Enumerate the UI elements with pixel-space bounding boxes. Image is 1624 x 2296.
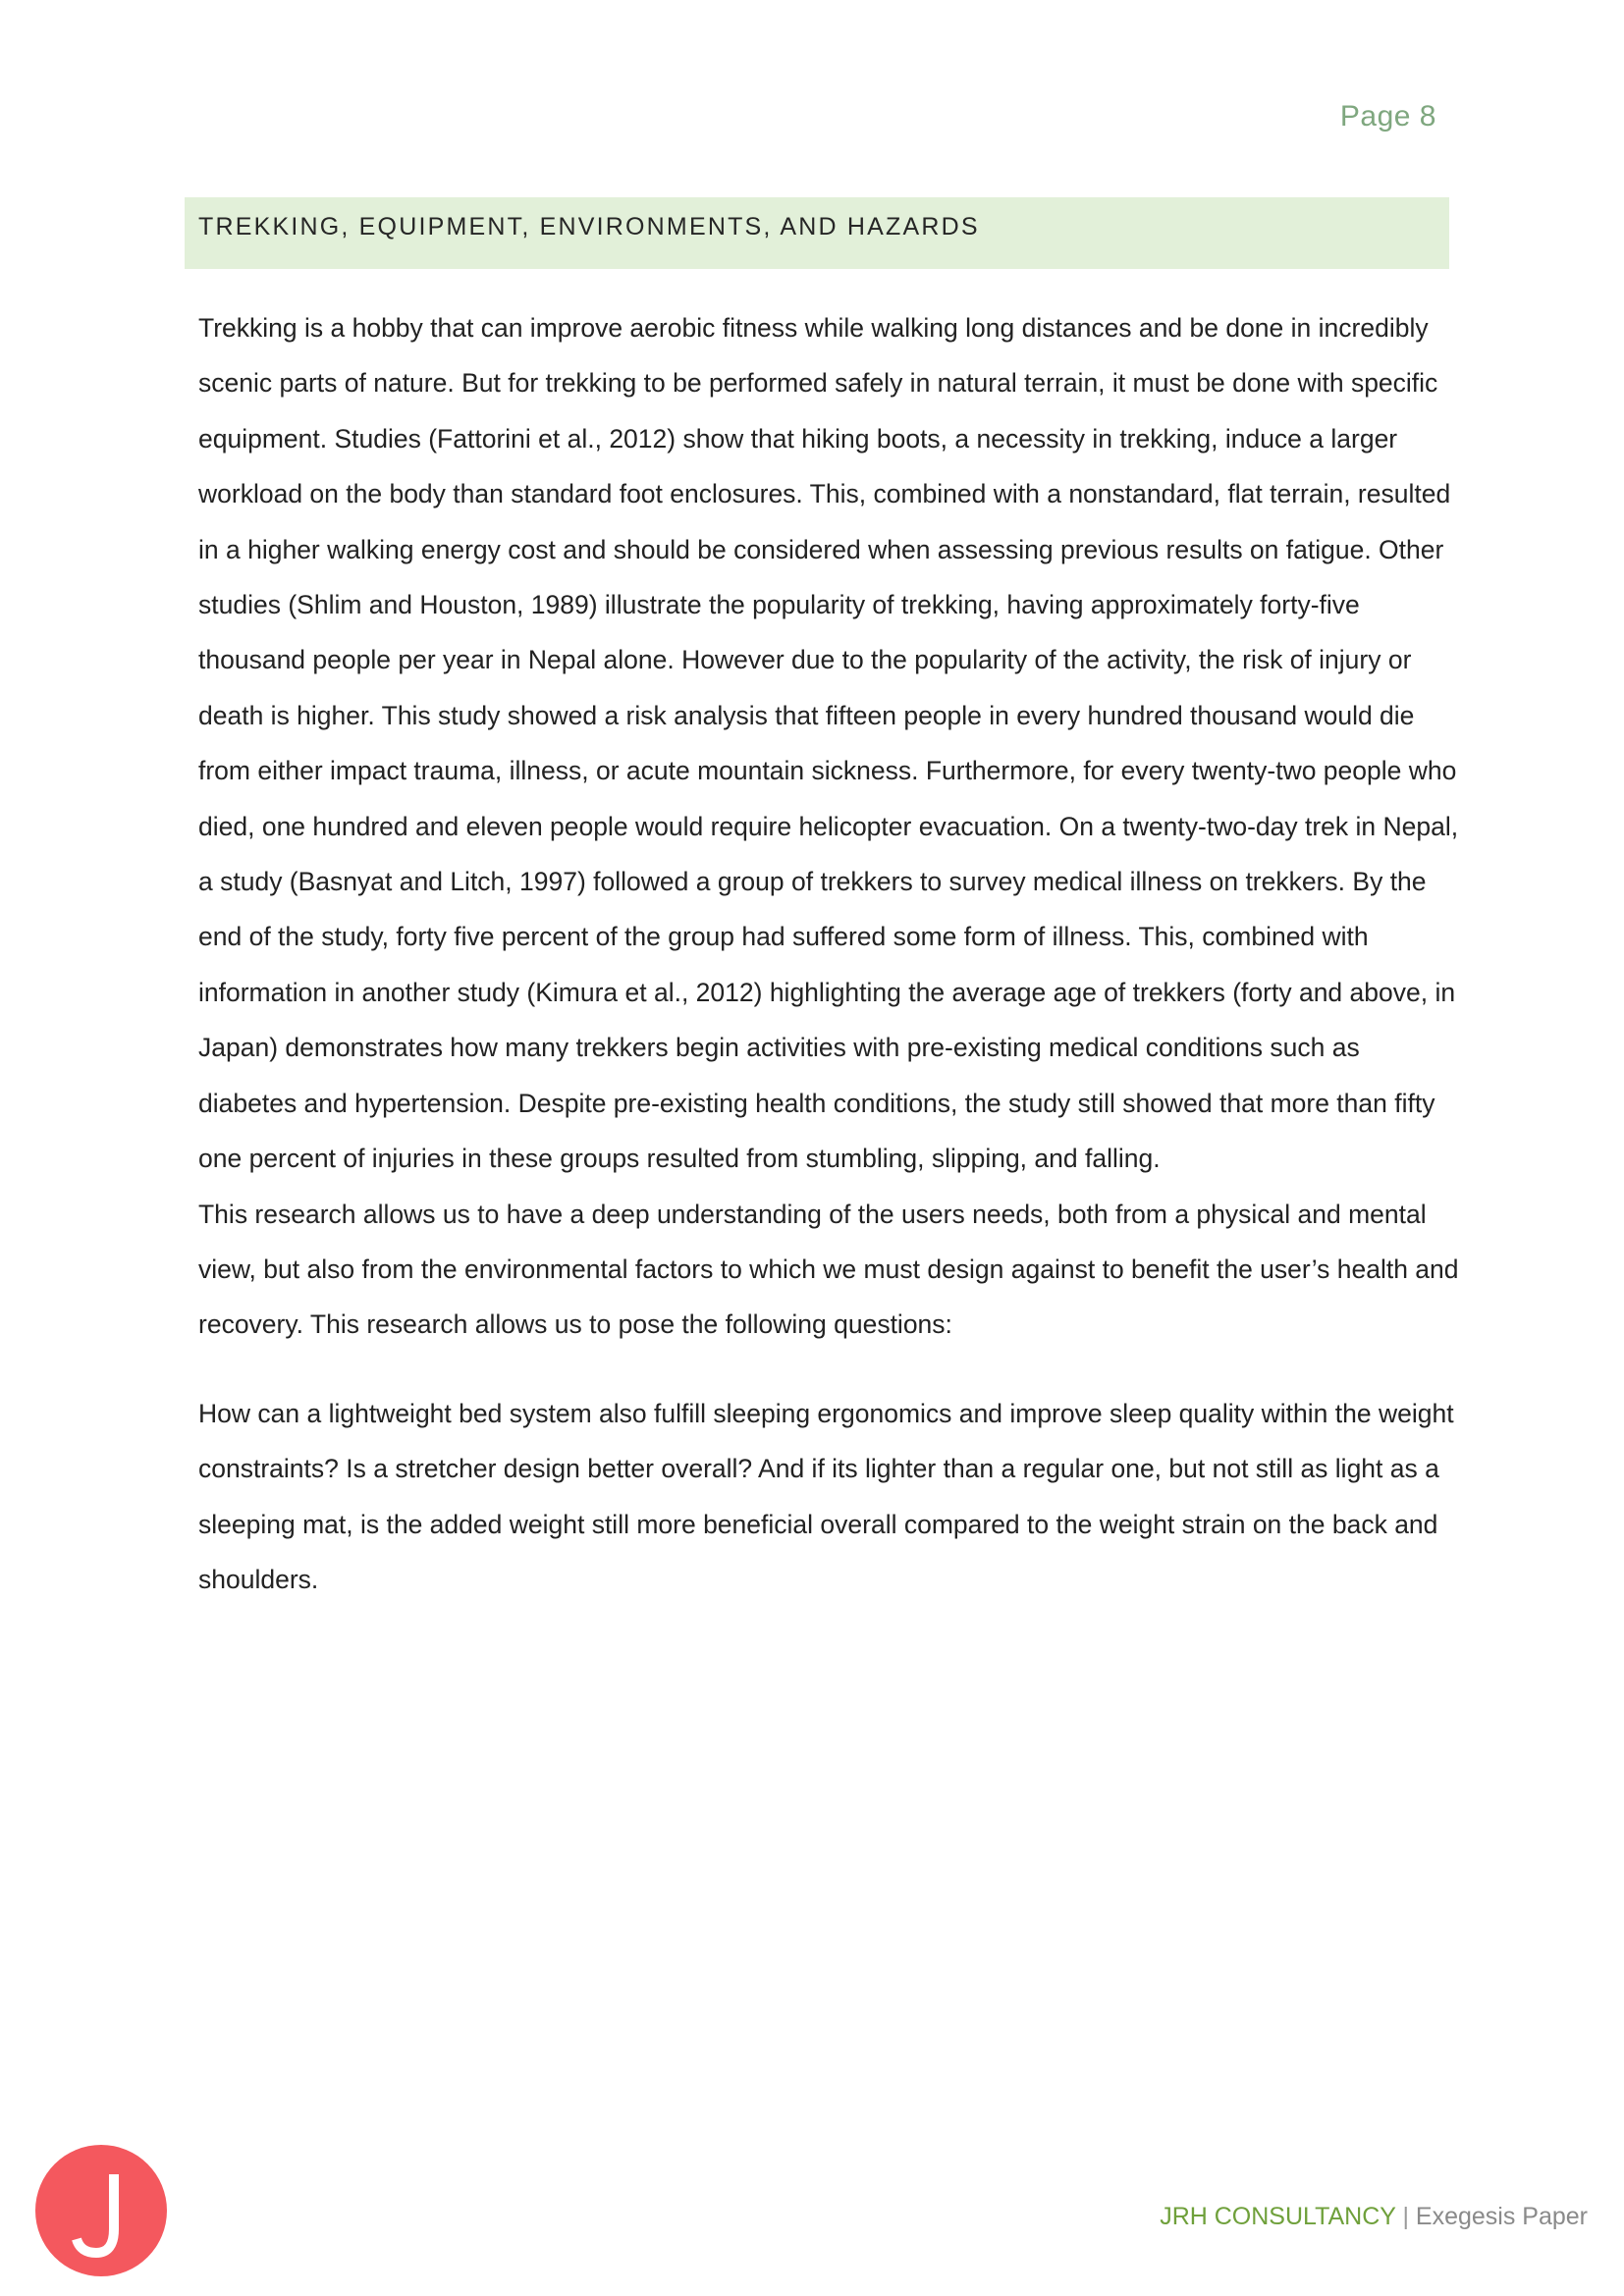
body-paragraph-2: This research allows us to have a deep understanding of the users needs, both from a physical and mental view, but also from the environmental factors to which we must design against to benefit the user’s health and recovery. This research allows us to pose the following questions:: [198, 1199, 1459, 1340]
body-text: [198, 300, 1465, 1607]
letter-j-logo-icon: [35, 2145, 167, 2276]
section-heading: TREKKING, EQUIPMENT, ENVIRONMENTS, AND HAZARDS: [185, 197, 1449, 269]
footer: [1160, 2203, 1588, 2231]
company-logo: [35, 2145, 167, 2276]
page-number: Page 8: [1339, 100, 1436, 133]
footer-company: JRH CONSULTANCY: [1160, 2203, 1396, 2230]
footer-document-title: Exegesis Paper: [1415, 2203, 1588, 2230]
footer-separator: |: [1395, 2203, 1416, 2230]
body-paragraph-1: Trekking is a hobby that can improve aerobic fitness while walking long distances and be done in incredibly scenic parts of nature. But for trekking to be performed safely in natural terrain, it must be done with specific equipment. Studies (Fattorini et al., 2012) show that hiking boots, a necessity in trekking, induce a larger workload on the body than standard foot enclosures. This, combined with a nonstandard, flat terrain, resulted in a higher walking energy cost and should be considered when assessing previous results on fatigue. Other studies (Shlim and Houston, 1989) illustrate the popularity of trekking, having approximately forty-five thousand people per year in Nepal alone. However due to the popularity of the activity, the risk of injury or death is higher. This study showed a risk analysis that fifteen people in every hundred thousand would die from either impact trauma, illness, or acute mountain sickness. Furthermore, for every twenty-two people who died, one hundred and eleven people would require helicopter evacuation. On a twenty-two-day trek in Nepal, a study (Basnyat and Litch, 1997) followed a group of trekkers to survey medical illness on trekkers. By the end of the study, forty five percent of the group had suffered some form of illness. This, combined with information in another study (Kimura et al., 2012) highlighting the average age of trekkers (forty and above, in Japan) demonstrates how many trekkers begin activities with pre-existing medical conditions such as diabetes and hypertension. Despite pre-existing health conditions, the study still showed that more than fifty one percent of injuries in these groups resulted from stumbling, slipping, and falling.: [198, 313, 1459, 1174]
body-paragraph-questions: How can a lightweight bed system also fulfill sleeping ergonomics and improve sleep quality within the weight constraints? Is a stretcher design better overall? And if its lighter than a regular one, but not still as light as a sleeping mat, is the added weight still more beneficial overall compared to the weight strain on the back and shoulders.: [198, 1398, 1454, 1594]
